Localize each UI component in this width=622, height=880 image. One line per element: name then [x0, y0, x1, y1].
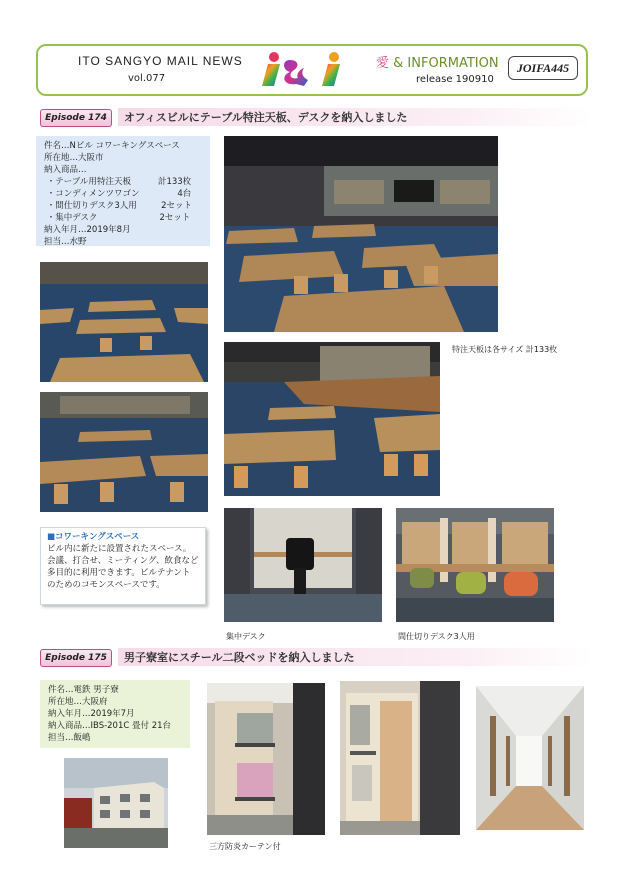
info-line: 担当…飯嶋: [48, 733, 91, 743]
info-line: ・集中デスク 2セット: [44, 213, 191, 223]
coworking-title: ■コワーキングスペース: [47, 532, 140, 542]
focus-desk-photo: [224, 508, 382, 622]
info-line: ・コンディメンツワゴン 4台: [44, 189, 192, 199]
info-line: 納入商品…: [44, 165, 87, 175]
info-line: 件名…電鉄 男子寮: [48, 685, 119, 695]
coworking-line: 多目的に利用できます。ビルテナント: [47, 568, 191, 578]
coworking-line: 会議、打合せ、ミーティング、飲食など: [47, 556, 199, 566]
volume-number: vol.077: [128, 73, 166, 84]
info-line: 所在地…大阪市: [44, 153, 104, 163]
ii-logo: [260, 50, 352, 88]
bunk-bed-photo-2: [340, 681, 460, 835]
episode-174-title: オフィスビルにテーブル特注天板、デスクを納入しました: [118, 108, 592, 126]
episode-175-title: 男子寮室にスチール二段ベッドを納入しました: [118, 648, 592, 666]
info-line: ・テーブル用特注天板 計133枚: [44, 177, 192, 187]
partition-desk-photo: [396, 508, 554, 622]
coworking-hall-photo: [224, 136, 498, 332]
dormitory-building-photo: [64, 758, 168, 848]
info-line: 納入商品…IBS-201C 畳付 21台: [48, 721, 172, 731]
coworking-line: のためのコモンスペースです。: [47, 580, 165, 590]
newsletter-header: [36, 44, 588, 96]
info-line: 納入年月…2019年7月: [48, 709, 135, 719]
tables-perspective-photo: [40, 262, 208, 382]
lounge-area-photo: [224, 342, 440, 496]
info-line: 件名…Nビル コワーキングスペース: [44, 141, 180, 151]
release-number: release 190910: [416, 74, 494, 85]
curtain-caption: 三方防炎カーテン付: [209, 842, 281, 851]
info-line: 所在地…大阪府: [48, 697, 108, 707]
bunk-bed-photo-1: [207, 683, 325, 835]
episode-174-info-box: [36, 136, 210, 246]
corridor-photo: [476, 686, 584, 830]
coworking-line: ビル内に新たに設置されたスペース。: [47, 544, 192, 554]
table-rows-photo: [40, 392, 208, 512]
love-kanji: 愛: [376, 56, 390, 71]
joifa-badge: JOIFA445: [508, 56, 578, 80]
focus-desk-caption: 集中デスク: [226, 632, 266, 641]
info-line: 担当…水野: [44, 237, 87, 247]
love-information-label: [376, 52, 499, 71]
info-line: ・間仕切りデスク3人用 2セット: [44, 201, 192, 211]
episode-175-badge: Episode 175: [40, 649, 112, 667]
episode-175-info-box: [40, 680, 190, 748]
episode-174-badge: Episode 174: [40, 109, 112, 127]
information-text: & INFORMATION: [393, 56, 499, 71]
tabletop-caption: 特注天板は各サイズ 計133枚: [452, 345, 558, 354]
coworking-description-box: [40, 527, 206, 605]
partition-desk-caption: 間仕切りデスク3人用: [398, 632, 475, 641]
info-line: 納入年月…2019年8月: [44, 225, 131, 235]
newsletter-title: ITO SANGYO MAIL NEWS: [78, 54, 243, 68]
